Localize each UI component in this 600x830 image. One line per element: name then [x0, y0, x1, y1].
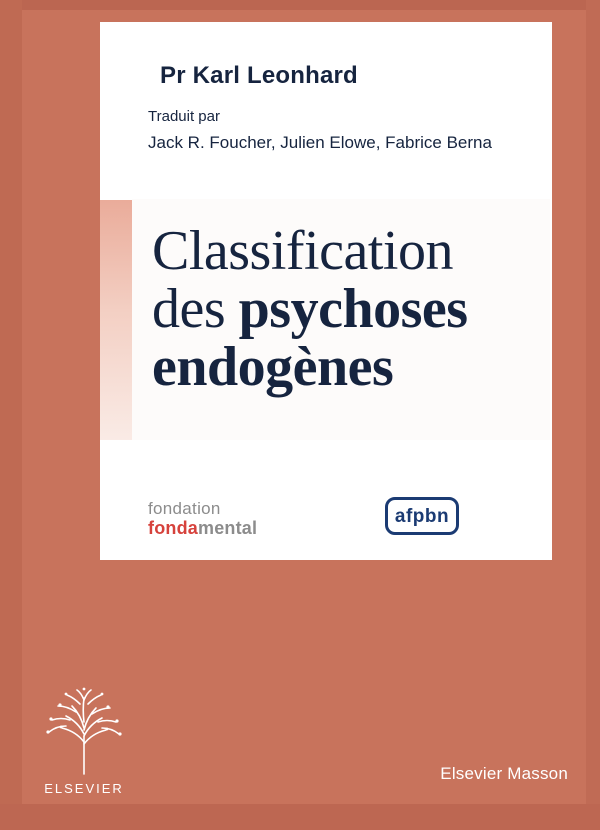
title-line-2-light: des [152, 278, 239, 340]
afpbn-logo-text: afpbn [394, 506, 450, 527]
title-line-1: Classification [152, 220, 453, 282]
author-name: Pr Karl Leonhard [160, 62, 358, 89]
book-title [152, 222, 552, 396]
elsevier-logo [36, 686, 132, 796]
background-right-band [586, 0, 600, 830]
fondation-logo-mental: mental [198, 518, 258, 538]
elsevier-tree-icon [36, 686, 132, 778]
translator-names: Jack R. Foucher, Julien Elowe, Fabrice Berna [148, 133, 492, 152]
fondation-logo-fonda: fonda [148, 518, 198, 538]
elsevier-wordmark: ELSEVIER [44, 781, 124, 796]
translated-by-label: Traduit par [148, 108, 220, 125]
title-line-2-bold: psychoses [238, 278, 468, 340]
background-top-edge [0, 0, 600, 10]
background-bottom-edge [0, 804, 600, 830]
afpbn-logo [385, 497, 459, 535]
fondation-logo-line-1: fondation [148, 499, 221, 518]
imprint-name: Elsevier Masson [440, 764, 568, 783]
fondation-fondamental-logo [148, 500, 288, 540]
fondation-logo-line-2 [148, 518, 288, 538]
title-line-2 [152, 280, 552, 338]
background-left-band [0, 0, 22, 830]
title-line-3: endogènes [152, 336, 394, 398]
